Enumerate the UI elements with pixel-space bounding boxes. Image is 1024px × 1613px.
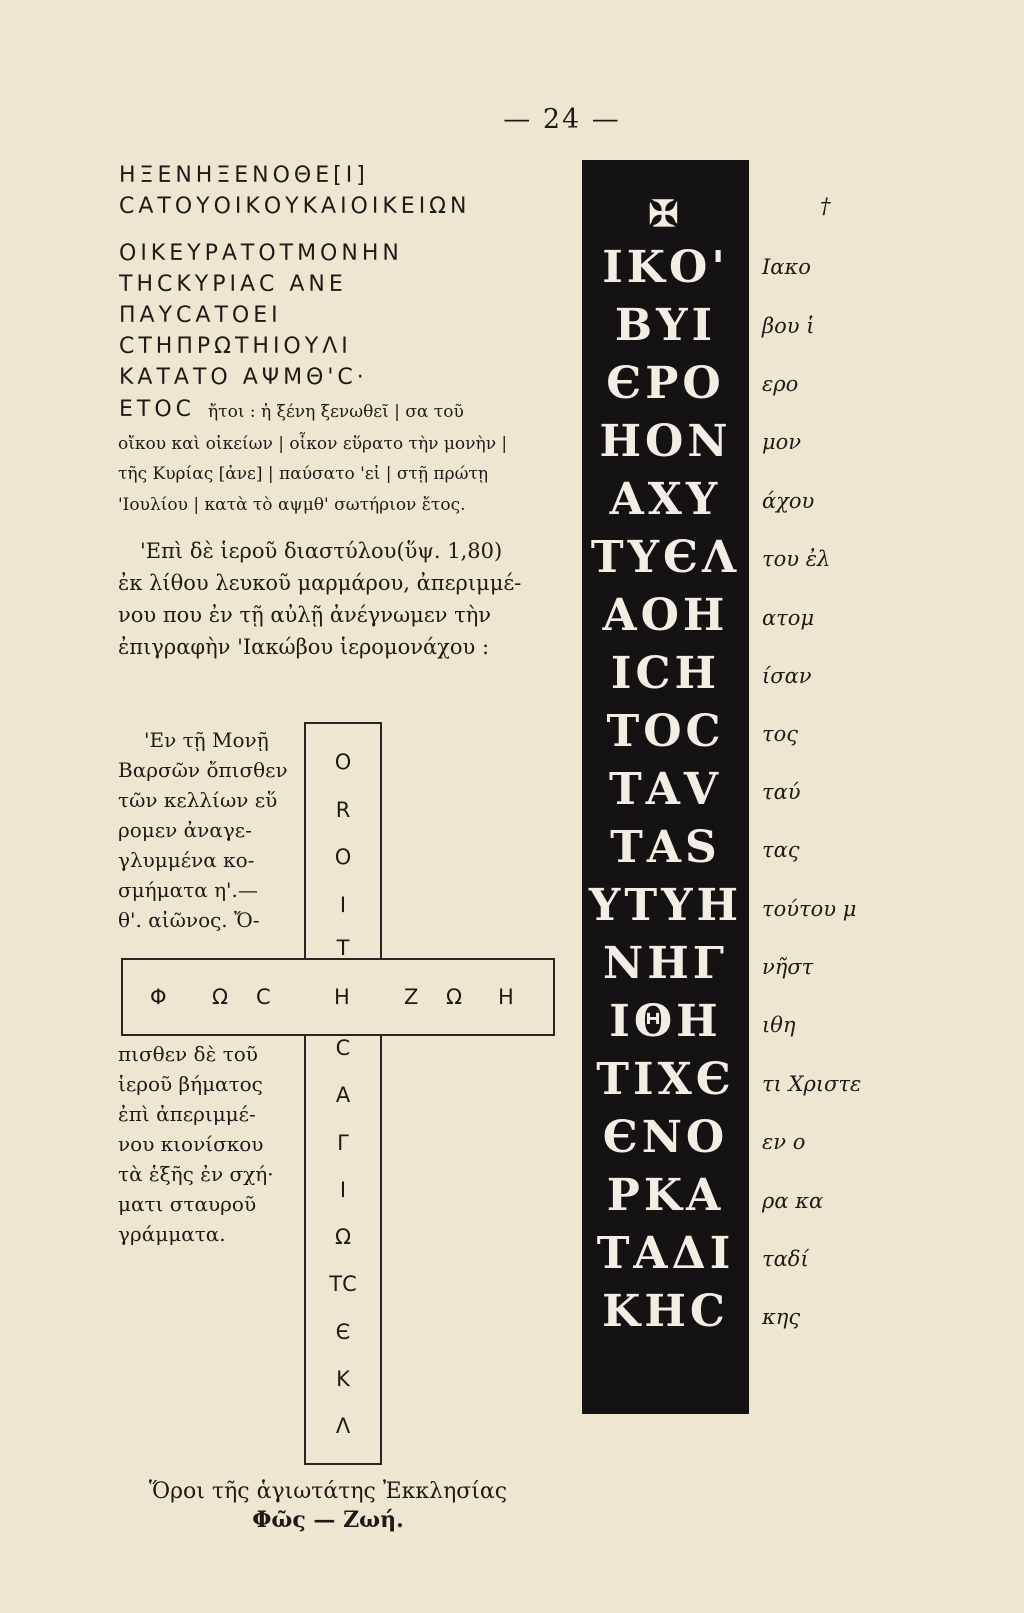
cross-letter: C xyxy=(256,985,271,1009)
stele-line: ΑΧΥ xyxy=(609,474,722,525)
italic-line: ιθη xyxy=(762,1013,796,1037)
paragraph-line: 'Επὶ δὲ ἱεροῦ διαστύλου(ὕψ. 1,80) xyxy=(140,539,503,563)
side-line: ἱεροῦ βήματος xyxy=(118,1072,263,1096)
cross-letter: Ω xyxy=(334,1225,352,1249)
cross-letter: Λ xyxy=(335,1414,351,1438)
inscription-line: ΚΑΤΑΤΟ ΑΨΜΘ'C· xyxy=(119,365,368,390)
italic-line: ερο xyxy=(762,372,799,396)
cross-letter: Κ xyxy=(336,1367,350,1391)
italic-line: τας xyxy=(762,838,800,862)
transcription-line: τῆς Κυρίας [ἀνε] | παύσατο 'εἰ | στῇ πρώτῃ xyxy=(118,464,489,484)
side-line: θ'. αἰῶνος. Ὄ- xyxy=(118,908,260,932)
stele-line: ΙΘΗ xyxy=(609,996,722,1047)
side-line: σμήματα η'.— xyxy=(118,878,258,902)
cross-letter: Τ xyxy=(336,936,350,960)
stele-line: ΤΑΔΙ xyxy=(596,1228,735,1279)
stele-line: ΤΙΧЄ xyxy=(596,1054,735,1105)
cross-letter: Є xyxy=(335,1320,351,1344)
stele-line: ΚΗC xyxy=(602,1286,729,1337)
italic-line: τι Χριστε xyxy=(762,1072,862,1096)
stele-line: ΗΟΝ xyxy=(599,416,732,467)
cross-letter: R xyxy=(335,798,351,822)
caption-line: Φῶς — Ζωή. xyxy=(252,1507,404,1533)
italic-line: ίσαν xyxy=(762,664,812,688)
italic-line: ταδί xyxy=(762,1247,809,1271)
side-line: γράμματα. xyxy=(118,1222,226,1246)
italic-line: ατομ xyxy=(762,606,815,630)
stele-line: ΝΗΓ xyxy=(602,938,729,989)
inscription-line: ΠΑΥCΑΤΟΕΙ xyxy=(119,303,282,328)
transcription-first: ἤτοι : ἡ ξένη ξενωθεῖ | σα τοῦ xyxy=(208,402,464,422)
stele-line: ΡΚΑ xyxy=(606,1170,725,1221)
italic-cross-icon: † xyxy=(820,194,831,218)
cross-letter: Η xyxy=(334,985,350,1009)
cross-letter: Α xyxy=(335,1083,351,1107)
side-line: τῶν κελλίων εὕ xyxy=(118,788,278,812)
cross-letter: ΤC xyxy=(329,1272,357,1296)
side-line: ματι σταυροῦ xyxy=(118,1192,257,1216)
cross-letter: Ι xyxy=(339,893,347,917)
inscription-line: ΤΗCΚΥΡΙΑC ΑΝΕ xyxy=(119,272,347,297)
paragraph-line: ἐπιγραφὴν 'Ιακώβου ἱερομονάχου : xyxy=(118,635,490,659)
italic-line: Ιακο xyxy=(762,255,811,279)
paragraph-line: ἐκ λίθου λευκοῦ μαρμάρου, ἀπεριμμέ- xyxy=(118,571,522,595)
inscription-line: ΟΙΚΕΥΡΑΤΟΤΜΟΝΗΝ xyxy=(119,241,403,266)
cross-letter: Ω xyxy=(446,985,463,1009)
italic-line: του ἐλ xyxy=(762,547,831,571)
stele-line: ΤΑV xyxy=(608,764,723,815)
side-line: ἐπὶ ἀπεριμμέ- xyxy=(118,1102,256,1126)
cross-letter: Ο xyxy=(334,845,352,869)
side-line: ρομεν ἀναγε- xyxy=(118,818,252,842)
italic-line: ρα κα xyxy=(762,1189,824,1213)
italic-line: βου ἱ xyxy=(762,314,815,338)
transcription-line: 'Ιουλίου | κατὰ τὸ αψμθ' σωτήριον ἔτος. xyxy=(118,495,466,515)
stele-line: ΒΥΙ xyxy=(614,300,717,351)
inscription-line: ΗΞΕΝΗΞΕΝΟΘΕ[Ι] xyxy=(119,163,369,188)
inscription-line: ΕΤΟC xyxy=(119,397,196,422)
cross-letter: Φ xyxy=(150,985,167,1009)
cross-letter: Γ xyxy=(337,1131,349,1155)
italic-line: τούτου μ xyxy=(762,897,857,921)
inscription-line: CΑΤΟΥΟΙΚΟΥΚΑΙΟΙΚΕΙΩΝ xyxy=(119,194,471,219)
stele-cross-icon: ✠ xyxy=(648,193,683,235)
paragraph-line: νου που ἐν τῇ αὐλῇ ἀνέγνωμεν τὴν xyxy=(118,603,492,627)
stele-line: ΤΟC xyxy=(606,706,725,757)
stele-line: ΙCΗ xyxy=(610,648,721,699)
stele-line: ΙΚΟ' xyxy=(602,242,729,293)
transcription-line: οἴκου καὶ οἰκείων | οἶκον εὕρατο τὴν μονὴν | xyxy=(118,434,508,454)
stele-line: ЄΝΟ xyxy=(602,1112,729,1163)
italic-line: άχου xyxy=(762,489,815,513)
stele-line: ΑΟΗ xyxy=(602,590,729,641)
side-line: γλυμμένα κο- xyxy=(118,848,255,872)
italic-line: νῆστ xyxy=(762,955,814,979)
cross-letter: Η xyxy=(498,985,514,1009)
caption-line: Ὅροι τῆς ἁγιωτάτης Ἐκκλησίας xyxy=(148,1479,508,1504)
side-line: 'Εν τῇ Μονῇ xyxy=(144,728,269,752)
stele-line: ΤΑS xyxy=(610,822,721,873)
italic-line: τος xyxy=(762,722,799,746)
side-line: τὰ ἑξῆς ἐν σχή· xyxy=(118,1162,274,1186)
cross-letter: Ι xyxy=(339,1178,347,1202)
inscription-line: CΤΗΠΡΩΤΗΙΟΥΛΙ xyxy=(119,334,352,359)
cross-letter: Ο xyxy=(334,750,352,774)
stele-line: ЄΡΟ xyxy=(606,358,725,409)
cross-letter: C xyxy=(335,1036,351,1060)
side-line: Βαρσῶν ὄπισθεν xyxy=(118,758,288,782)
page-number: — 24 — xyxy=(503,104,621,135)
italic-line: μον xyxy=(762,430,802,454)
italic-line: κης xyxy=(762,1305,801,1329)
side-line: πισθεν δὲ τοῦ xyxy=(118,1042,258,1066)
stele-line: ΤΥЄΛ xyxy=(590,532,741,583)
italic-line: εν ο xyxy=(762,1130,806,1154)
cross-letter: Ζ xyxy=(404,985,419,1009)
side-line: νου κιονίσκου xyxy=(118,1132,264,1156)
stele-line: ΥΤΥΗ xyxy=(588,880,743,931)
italic-line: ταύ xyxy=(762,780,801,804)
cross-letter: Ω xyxy=(212,985,229,1009)
